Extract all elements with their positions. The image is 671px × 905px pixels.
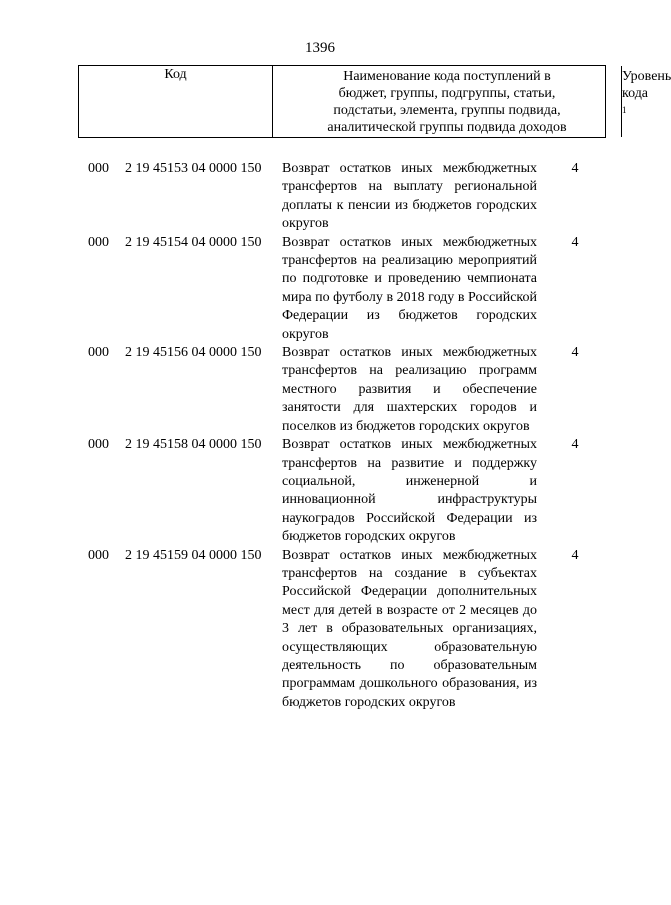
row-prefix: 000 bbox=[88, 234, 109, 250]
row-name: Возврат остатков иных межбюджетных трансфертов на выплату региональной доплаты к пенсии из бюджетов городских округов bbox=[282, 161, 537, 232]
header-level-line2: кода bbox=[622, 86, 649, 101]
table-header: Код Наименование кода поступлений в бюджет, группы, подгруппы, статьи, подстатьи, элемента, группы подвида, аналитической группы подвида доходов Уровень кода $^1$ bbox=[78, 65, 606, 138]
row-prefix: 000 bbox=[88, 437, 109, 453]
row-name: Возврат остатков иных межбюджетных трансфертов на создание в субъектах Российской Федерации дополнительных мест для детей в возрасте от 2 месяцев до 3 лет в образовательных организациях, осуществляющих образовательную деятельность по образовательным программам дошкольного образования, из бюджетов городских округов bbox=[282, 547, 537, 710]
row-name: Возврат остатков иных межбюджетных трансфертов на реализацию мероприятий по подготовке и проведению чемпионата мира по футболу в 2018 году в Российской Федерации из бюджетов городских округов bbox=[282, 234, 537, 342]
page-number: 1396 bbox=[305, 40, 335, 56]
header-name-line: аналитической группы подвида доходов bbox=[327, 120, 567, 135]
row-code: 2 19 45154 04 0000 150 bbox=[125, 234, 262, 250]
row-level: 4 bbox=[571, 161, 579, 176]
row-level: 4 bbox=[571, 437, 579, 453]
header-name bbox=[273, 66, 622, 137]
header-level-footnote: 1 bbox=[622, 105, 627, 115]
row-level: 4 bbox=[571, 547, 579, 563]
table-row bbox=[78, 160, 606, 234]
header-name-line: бюджет, группы, подгруппы, статьи, bbox=[338, 86, 556, 101]
table-row bbox=[78, 344, 606, 436]
row-code: 2 19 45156 04 0000 150 bbox=[125, 345, 262, 361]
header-name-line: Наименование кода поступлений в bbox=[343, 69, 551, 84]
row-name: Возврат остатков иных межбюджетных трансфертов на развитие и поддержку социальной, инженерной и инновационной инфраструктуры наукоградов Российской Федерации из бюджетов городских округов bbox=[282, 437, 537, 545]
row-name: Возврат остатков иных межбюджетных трансфертов на реализацию программ местного развития и обеспечение занятости для шахтерских городов и поселков из бюджетов городских округов bbox=[282, 345, 537, 434]
row-code: 2 19 45153 04 0000 150 bbox=[125, 161, 262, 176]
row-prefix: 000 bbox=[88, 547, 109, 563]
row-code: 2 19 45159 04 0000 150 bbox=[125, 547, 262, 563]
row-prefix: 000 bbox=[88, 345, 109, 361]
row-level: 4 bbox=[571, 345, 579, 361]
table-row bbox=[78, 547, 606, 713]
table-row bbox=[78, 436, 606, 546]
table-body bbox=[78, 160, 606, 712]
table-row bbox=[78, 234, 606, 344]
header-name-line: подстатьи, элемента, группы подвида, bbox=[333, 103, 561, 118]
row-level: 4 bbox=[571, 234, 579, 250]
header-code: Код bbox=[79, 66, 273, 137]
row-code: 2 19 45158 04 0000 150 bbox=[125, 437, 262, 453]
row-prefix: 000 bbox=[88, 161, 109, 176]
